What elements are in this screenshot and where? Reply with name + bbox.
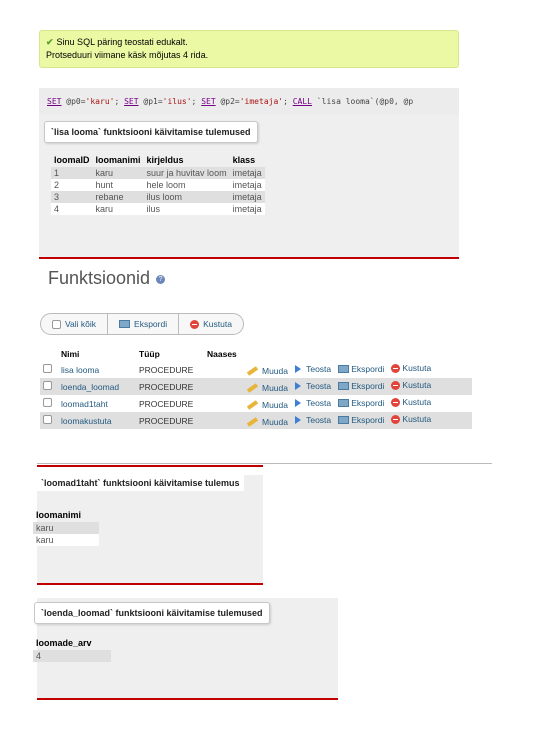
- table-cell: ilus loom: [144, 191, 230, 203]
- table-cell: karu: [33, 522, 99, 534]
- routine-type: PROCEDURE: [136, 412, 204, 429]
- play-icon: [295, 382, 301, 390]
- table-cell: hele loom: [144, 179, 230, 191]
- separator-line: [37, 465, 263, 467]
- sql-value-p2: 'imetaja': [239, 97, 284, 106]
- table-cell: imetaja: [230, 179, 265, 191]
- table-cell: 1: [51, 167, 93, 179]
- column-header[interactable]: loomaID: [54, 155, 90, 165]
- routine-type: PROCEDURE: [136, 361, 204, 378]
- success-line-1: Sinu SQL päring teostati edukalt.: [56, 37, 188, 47]
- table-cell: karu: [93, 167, 144, 179]
- routine-name[interactable]: loenda_loomad: [58, 378, 136, 395]
- play-icon: [295, 416, 301, 424]
- table-row: [33, 534, 99, 546]
- export-icon: [119, 320, 130, 328]
- delete-icon: [391, 415, 400, 424]
- success-line-2: Protseduuri viimane käsk mõjutas 4 rida.: [46, 50, 209, 60]
- delete-link[interactable]: Kustuta: [391, 380, 431, 390]
- table-header-row: [51, 153, 265, 167]
- sql-call-target: `lisa looma`(@p0, @p: [316, 97, 414, 106]
- routine-name[interactable]: lisa looma: [58, 361, 136, 378]
- result-table-lisa-looma: [51, 153, 265, 215]
- table-cell: 3: [51, 191, 93, 203]
- export-button[interactable]: [108, 314, 179, 334]
- delete-icon: [391, 398, 400, 407]
- separator-line: [39, 257, 459, 259]
- routine-returns: [204, 378, 244, 395]
- export-label: Ekspordi: [134, 319, 168, 329]
- pencil-icon: [247, 383, 258, 393]
- sql-set-keyword[interactable]: SET: [201, 97, 216, 106]
- table-cell: 4: [51, 203, 93, 215]
- export-icon: [338, 365, 349, 373]
- table-cell: hunt: [93, 179, 144, 191]
- sql-call-keyword[interactable]: CALL: [292, 97, 312, 106]
- table-cell: suur ja huvitav loom: [144, 167, 230, 179]
- routine-name[interactable]: loomakustuta: [58, 412, 136, 429]
- functions-heading: Funktsioonid: [48, 268, 151, 288]
- result-title-lisa-looma: `lisa looma` funktsiooni käivitamise tulemused: [44, 121, 258, 143]
- table-row: [33, 522, 99, 534]
- sql-value-p0: 'karu': [85, 97, 115, 106]
- pencil-icon: [247, 400, 258, 410]
- execute-link[interactable]: Teosta: [295, 381, 331, 391]
- help-icon[interactable]: ?: [156, 275, 165, 284]
- column-header[interactable]: loomanimi: [36, 510, 82, 520]
- export-link[interactable]: Ekspordi: [338, 398, 384, 408]
- execute-link[interactable]: Teosta: [295, 398, 331, 408]
- delete-icon: [190, 320, 199, 329]
- export-icon: [338, 416, 349, 424]
- row-checkbox[interactable]: [43, 364, 52, 373]
- delete-button[interactable]: [179, 314, 243, 334]
- table-cell: imetaja: [230, 191, 265, 203]
- edit-link[interactable]: Muuda: [247, 366, 288, 376]
- sql-value-p1: 'ilus': [162, 97, 192, 106]
- table-cell: imetaja: [230, 167, 265, 179]
- routine-name[interactable]: loomad1taht: [58, 395, 136, 412]
- column-header[interactable]: klass: [232, 155, 256, 165]
- column-header[interactable]: Tüüp: [139, 349, 160, 359]
- separator-line: [37, 583, 263, 585]
- success-message: [39, 30, 459, 68]
- result-table-loenda-loomad: [33, 636, 111, 662]
- export-link[interactable]: Ekspordi: [338, 415, 384, 425]
- table-cell: imetaja: [230, 203, 265, 215]
- table-row: [40, 412, 472, 429]
- pencil-icon: [247, 417, 258, 427]
- result-title-loomad1taht: `loomad1taht` funktsiooni käivitamise tulemus: [37, 475, 244, 491]
- table-row: [51, 191, 265, 203]
- table-row: [33, 650, 111, 662]
- table-row: [40, 395, 472, 412]
- export-icon: [338, 399, 349, 407]
- execute-link[interactable]: Teosta: [295, 415, 331, 425]
- table-row: [40, 378, 472, 395]
- routine-returns: [204, 361, 244, 378]
- column-header[interactable]: loomanimi: [95, 155, 141, 165]
- sql-set-keyword[interactable]: SET: [124, 97, 139, 106]
- checkbox-icon[interactable]: [52, 320, 61, 329]
- play-icon: [295, 399, 301, 407]
- table-cell: karu: [93, 203, 144, 215]
- edit-link[interactable]: Muuda: [247, 400, 288, 410]
- routine-type: PROCEDURE: [136, 378, 204, 395]
- delete-link[interactable]: Kustuta: [391, 397, 431, 407]
- table-row: [51, 167, 265, 179]
- play-icon: [295, 365, 301, 373]
- execute-link[interactable]: Teosta: [295, 364, 331, 374]
- export-link[interactable]: Ekspordi: [338, 364, 384, 374]
- edit-link[interactable]: Muuda: [247, 417, 288, 427]
- table-row: [40, 361, 472, 378]
- table-header-row: [33, 636, 111, 650]
- result-title-loenda-loomad: `loenda_loomad` funktsiooni käivitamise tulemused: [34, 602, 270, 624]
- select-all-button[interactable]: [41, 314, 108, 334]
- table-header-row: [33, 508, 99, 522]
- table-cell: 4: [33, 650, 111, 662]
- delete-label: Kustuta: [203, 319, 232, 329]
- sql-param-p1: @p1=: [143, 97, 163, 106]
- check-icon: ✔: [46, 37, 54, 47]
- column-header[interactable]: kirjeldus: [146, 155, 184, 165]
- table-cell: karu: [33, 534, 99, 546]
- routine-returns: [204, 412, 244, 429]
- separator-line: [37, 463, 492, 464]
- routine-type: PROCEDURE: [136, 395, 204, 412]
- export-link[interactable]: Ekspordi: [338, 381, 384, 391]
- column-header-actions: [244, 347, 472, 361]
- sql-query-bar[interactable]: SET @p0='karu'; SET @p1='ilus'; SET @p2='imetaja'; CALL `lisa looma`(@p0, @p: [39, 88, 459, 115]
- edit-link[interactable]: Muuda: [247, 383, 288, 393]
- table-header-row: [40, 347, 472, 361]
- column-header[interactable]: Naases: [207, 349, 237, 359]
- column-header-empty: [40, 347, 58, 361]
- page-title: [48, 268, 165, 289]
- delete-link[interactable]: Kustuta: [391, 414, 431, 424]
- column-header[interactable]: loomade_arv: [36, 638, 92, 648]
- sql-param-p0: @p0=: [66, 97, 86, 106]
- delete-icon: [391, 364, 400, 373]
- routines-table: [40, 347, 472, 429]
- row-checkbox[interactable]: [43, 398, 52, 407]
- table-row: [51, 203, 265, 215]
- table-row: [51, 179, 265, 191]
- table-cell: ilus: [144, 203, 230, 215]
- table-cell: rebane: [93, 191, 144, 203]
- pencil-icon: [247, 366, 258, 376]
- functions-toolbar: [40, 313, 244, 335]
- result-table-loomad1taht: [33, 508, 99, 546]
- row-checkbox[interactable]: [43, 381, 52, 390]
- routine-returns: [204, 395, 244, 412]
- sql-param-p2: @p2=: [220, 97, 240, 106]
- export-icon: [338, 382, 349, 390]
- separator-line: [37, 698, 338, 700]
- select-all-label: Vali kõik: [65, 319, 97, 329]
- column-header[interactable]: Nimi: [61, 349, 80, 359]
- delete-icon: [391, 381, 400, 390]
- table-cell: 2: [51, 179, 93, 191]
- sql-set-keyword[interactable]: SET: [47, 97, 62, 106]
- delete-link[interactable]: Kustuta: [391, 363, 431, 373]
- row-checkbox[interactable]: [43, 415, 52, 424]
